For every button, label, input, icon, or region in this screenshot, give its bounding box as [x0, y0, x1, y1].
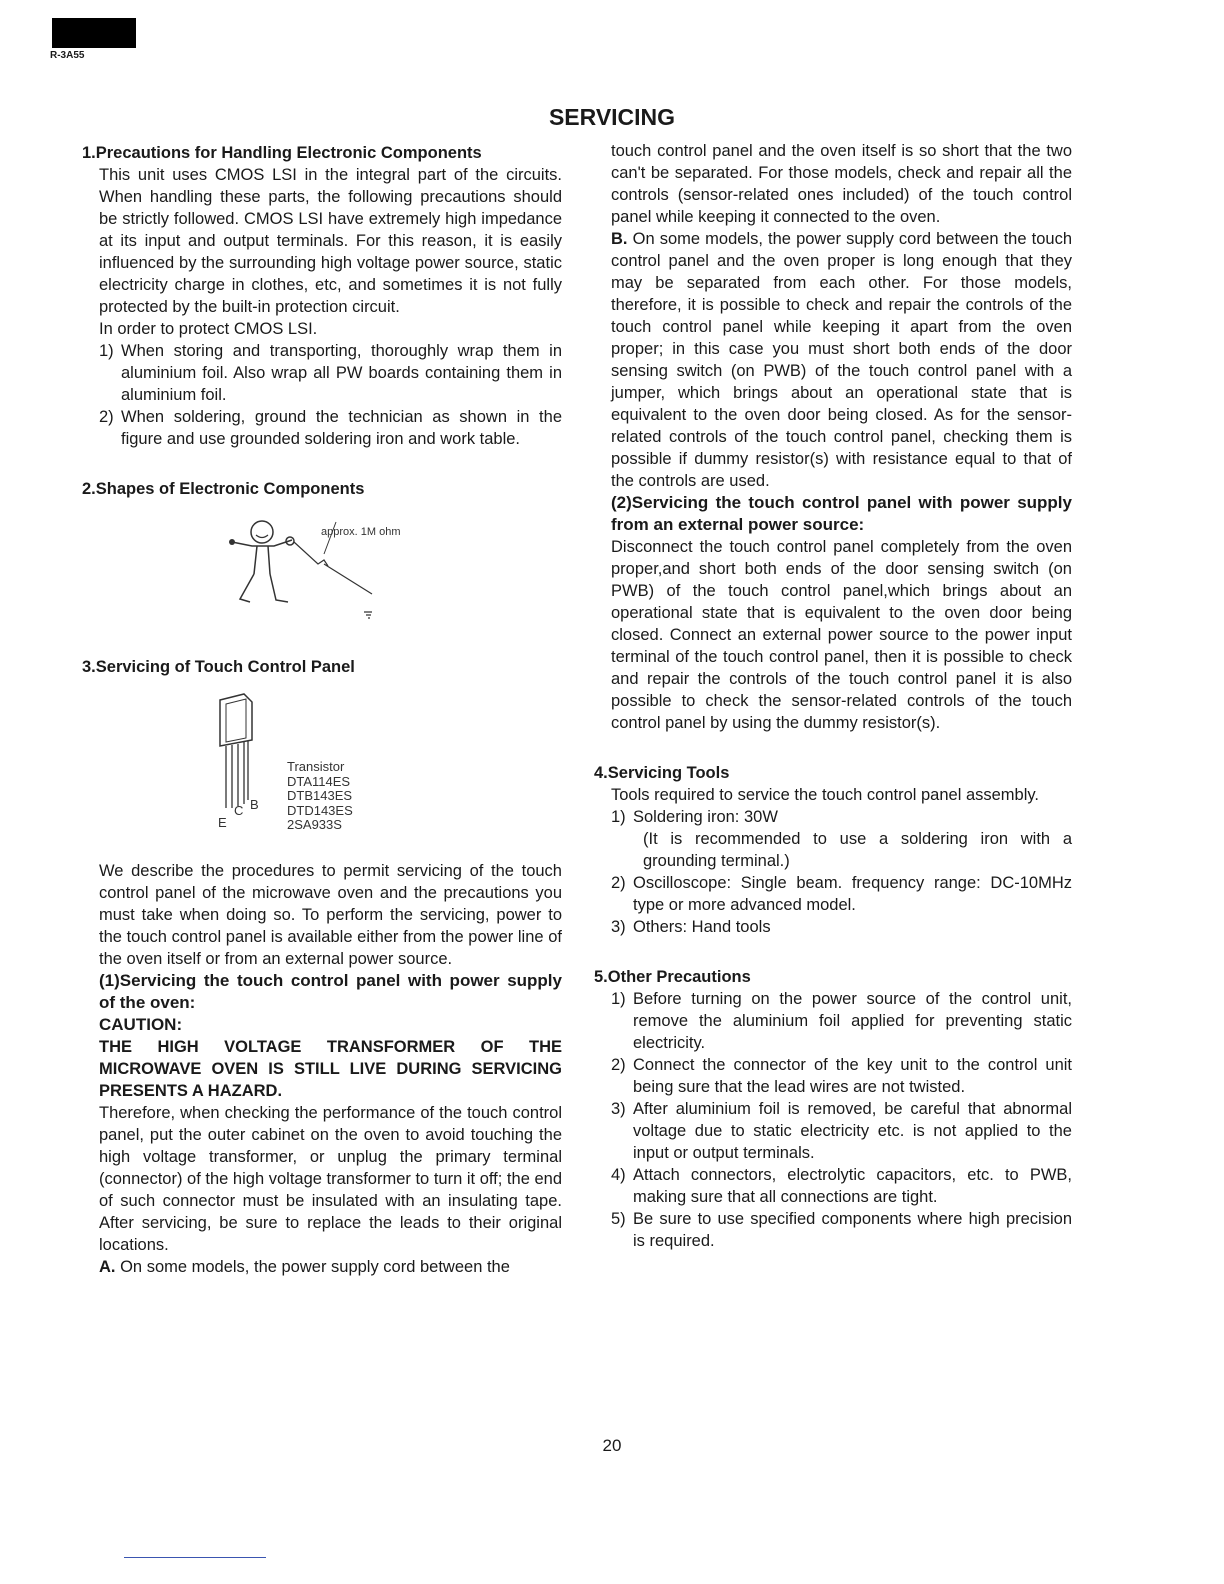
- section-1-heading: 1.Precautions for Handling Electronic Components: [82, 144, 482, 162]
- transistor-title: Transistor: [287, 759, 345, 774]
- list-item-text: [633, 806, 1072, 872]
- list-item-text: Attach connectors, electrolytic capacitors, etc. to PWB, making sure that all connections are tight.: [633, 1166, 1072, 1206]
- model-number: R-3A55: [50, 50, 85, 61]
- caution-text: THE HIGH VOLTAGE TRANSFORMER OF THE MICROWAVE OVEN IS STILL LIVE DURING SERVICING PRESENTS A HAZARD.: [99, 1038, 562, 1100]
- transistor-figure: [82, 690, 562, 840]
- list-item: [594, 1208, 1072, 1252]
- subsection-1-heading: (1)Servicing the touch control panel with power supply of the oven:: [99, 971, 562, 1012]
- section-4-heading: 4.Servicing Tools: [594, 764, 730, 782]
- list-item-number: 2): [99, 408, 114, 426]
- tool-note: (It is recommended to use a soldering iron with a grounding terminal.): [643, 830, 1072, 870]
- list-item-text: When storing and transporting, thoroughly wrap them in aluminium foil. Also wrap all PW boards containing them in aluminium foil.: [121, 342, 562, 404]
- subsection-1-body: Therefore, when checking the performance of the touch control panel, put the outer cabinet on the oven to avoid touching the high voltage transformer, or unplug the primary terminal (connector) of the high voltage transformer to turn it off; the end of such connector must be insulated with an insulating tape. After servicing, be sure to replace the leads to their original locations.: [99, 1104, 562, 1254]
- grounded-technician-figure: [82, 514, 562, 634]
- transistor-type: DTB143ES: [287, 788, 353, 803]
- section-1-body: This unit uses CMOS LSI in the integral part of the circuits. When handling these parts, the following precautions should be strictly followed. CMOS LSI have extremely high impedance at its input and output terminals. For this reason, it is easily influenced by the surrounding high voltage power source, static electricity charge in clothes, etc, and sometimes it is not fully protected by the built-in protection circuit.: [99, 166, 562, 316]
- right-column: [594, 140, 1072, 1252]
- section-3-heading: 3.Servicing of Touch Control Panel: [82, 658, 355, 676]
- list-item-number: 3): [611, 1100, 626, 1118]
- section-5-heading: 5.Other Precautions: [594, 968, 751, 986]
- list-item-text: Before turning on the power source of the control unit, remove the aluminium foil applied for preventing static electricity.: [633, 990, 1072, 1052]
- list-item: [594, 1098, 1072, 1164]
- page-title: SERVICING: [548, 104, 676, 130]
- list-item: [594, 1164, 1072, 1208]
- list-item-number: 1): [611, 808, 626, 826]
- list-item-text: Be sure to use specified components where high precision is required.: [633, 1210, 1072, 1250]
- list-item-text: After aluminium foil is removed, be careful that abnormal voltage due to static electricity etc. is not applied to the input or output terminals.: [633, 1100, 1072, 1162]
- list-item: [594, 1054, 1072, 1098]
- transistor-type: 2SA933S: [287, 817, 342, 832]
- page-number: 20: [602, 1436, 622, 1455]
- header-black-block: [52, 18, 136, 48]
- footer-rule: [124, 1557, 266, 1558]
- section-2-heading: 2.Shapes of Electronic Components: [82, 480, 365, 498]
- section-3-body: We describe the procedures to permit servicing of the touch control panel of the microwave oven and the precautions you must take when doing so. To perform the servicing, power to the touch control panel is available either from the power line of the oven itself or from an external power source.: [99, 862, 562, 968]
- caution-label: CAUTION:: [99, 1015, 183, 1034]
- list-item-text: Oscilloscope: Single beam. frequency range: DC-10MHz type or more advanced model.: [633, 874, 1072, 914]
- list-item-number: 3): [611, 918, 626, 936]
- resistor-label: approx. 1M ohm: [321, 526, 401, 538]
- subsection-2-body: Disconnect the touch control panel completely from the oven proper,and short both ends of the door sensing switch (on PWB) of the touch control panel,which brings about an operational state that is equivalent to the oven door being closed. Connect an external power source to the power input terminal of the touch control panel, then it is possible to check and repair the controls of the touch control panel it is also possible to check the sensor-related controls of the touch control panel by using the dummy resistor(s).: [611, 538, 1072, 732]
- paragraph-b-text: On some models, the power supply cord between the touch control panel and the oven proper is long enough that they may be separated from each other. For those models, therefore, it is possible to check and repair the controls of the touch control panel while keeping it apart from the oven proper; in this case you must short both ends of the door sensing switch (on PWB) of the touch control panel with a jumper, which brings about an operational state that is equivalent to the oven door being closed. As for the sensor-related controls of the touch control panel, checking them is possible if dummy resistor(s) with resistance equal to that of the controls are used.: [611, 230, 1072, 490]
- tool-text: Soldering iron: 30W: [633, 808, 778, 826]
- list-item: [594, 872, 1072, 916]
- paragraph-a-text: On some models, the power supply cord between the: [120, 1258, 510, 1276]
- transistor-type: DTA114ES: [287, 773, 351, 789]
- transistor-types: [287, 760, 353, 833]
- paragraph-a-continued: touch control panel and the oven itself is so short that the two can't be separated. For those models, check and repair all the controls (sensor-related ones included) of the touch control panel while keeping it connected to the oven.: [611, 142, 1072, 226]
- list-item-number: 1): [611, 990, 626, 1008]
- pin-c-label: C: [234, 803, 244, 818]
- paragraph-b-label: B.: [611, 230, 628, 248]
- paragraph-a-label: A.: [99, 1258, 116, 1276]
- pin-b-label: B: [250, 797, 259, 812]
- list-item: [82, 340, 562, 406]
- list-item-number: 2): [611, 1056, 626, 1074]
- list-item-text: Connect the connector of the key unit to the control unit being sure that the lead wires are not twisted.: [633, 1056, 1072, 1096]
- section-1-intro: In order to protect CMOS LSI.: [99, 320, 318, 338]
- list-item: [594, 806, 1072, 872]
- list-item-number: 4): [611, 1166, 626, 1184]
- list-item-text: Others: Hand tools: [633, 918, 771, 936]
- list-item-text: When soldering, ground the technician as shown in the figure and use grounded soldering iron and work table.: [121, 408, 562, 448]
- list-item: [594, 916, 1072, 938]
- transistor-type: DTD143ES: [287, 802, 353, 818]
- paragraph-b: [594, 228, 1072, 492]
- list-item-number: 2): [611, 874, 626, 892]
- paragraph-a: [82, 1256, 562, 1278]
- list-item-number: 1): [99, 342, 114, 360]
- list-item-number: 5): [611, 1210, 626, 1228]
- left-column: [82, 142, 562, 1278]
- list-item: [594, 988, 1072, 1054]
- subsection-2-heading: (2)Servicing the touch control panel with power supply from an external power source:: [611, 493, 1072, 534]
- section-4-intro: Tools required to service the touch control panel assembly.: [611, 786, 1040, 804]
- pin-e-label: E: [218, 815, 227, 830]
- list-item: [82, 406, 562, 450]
